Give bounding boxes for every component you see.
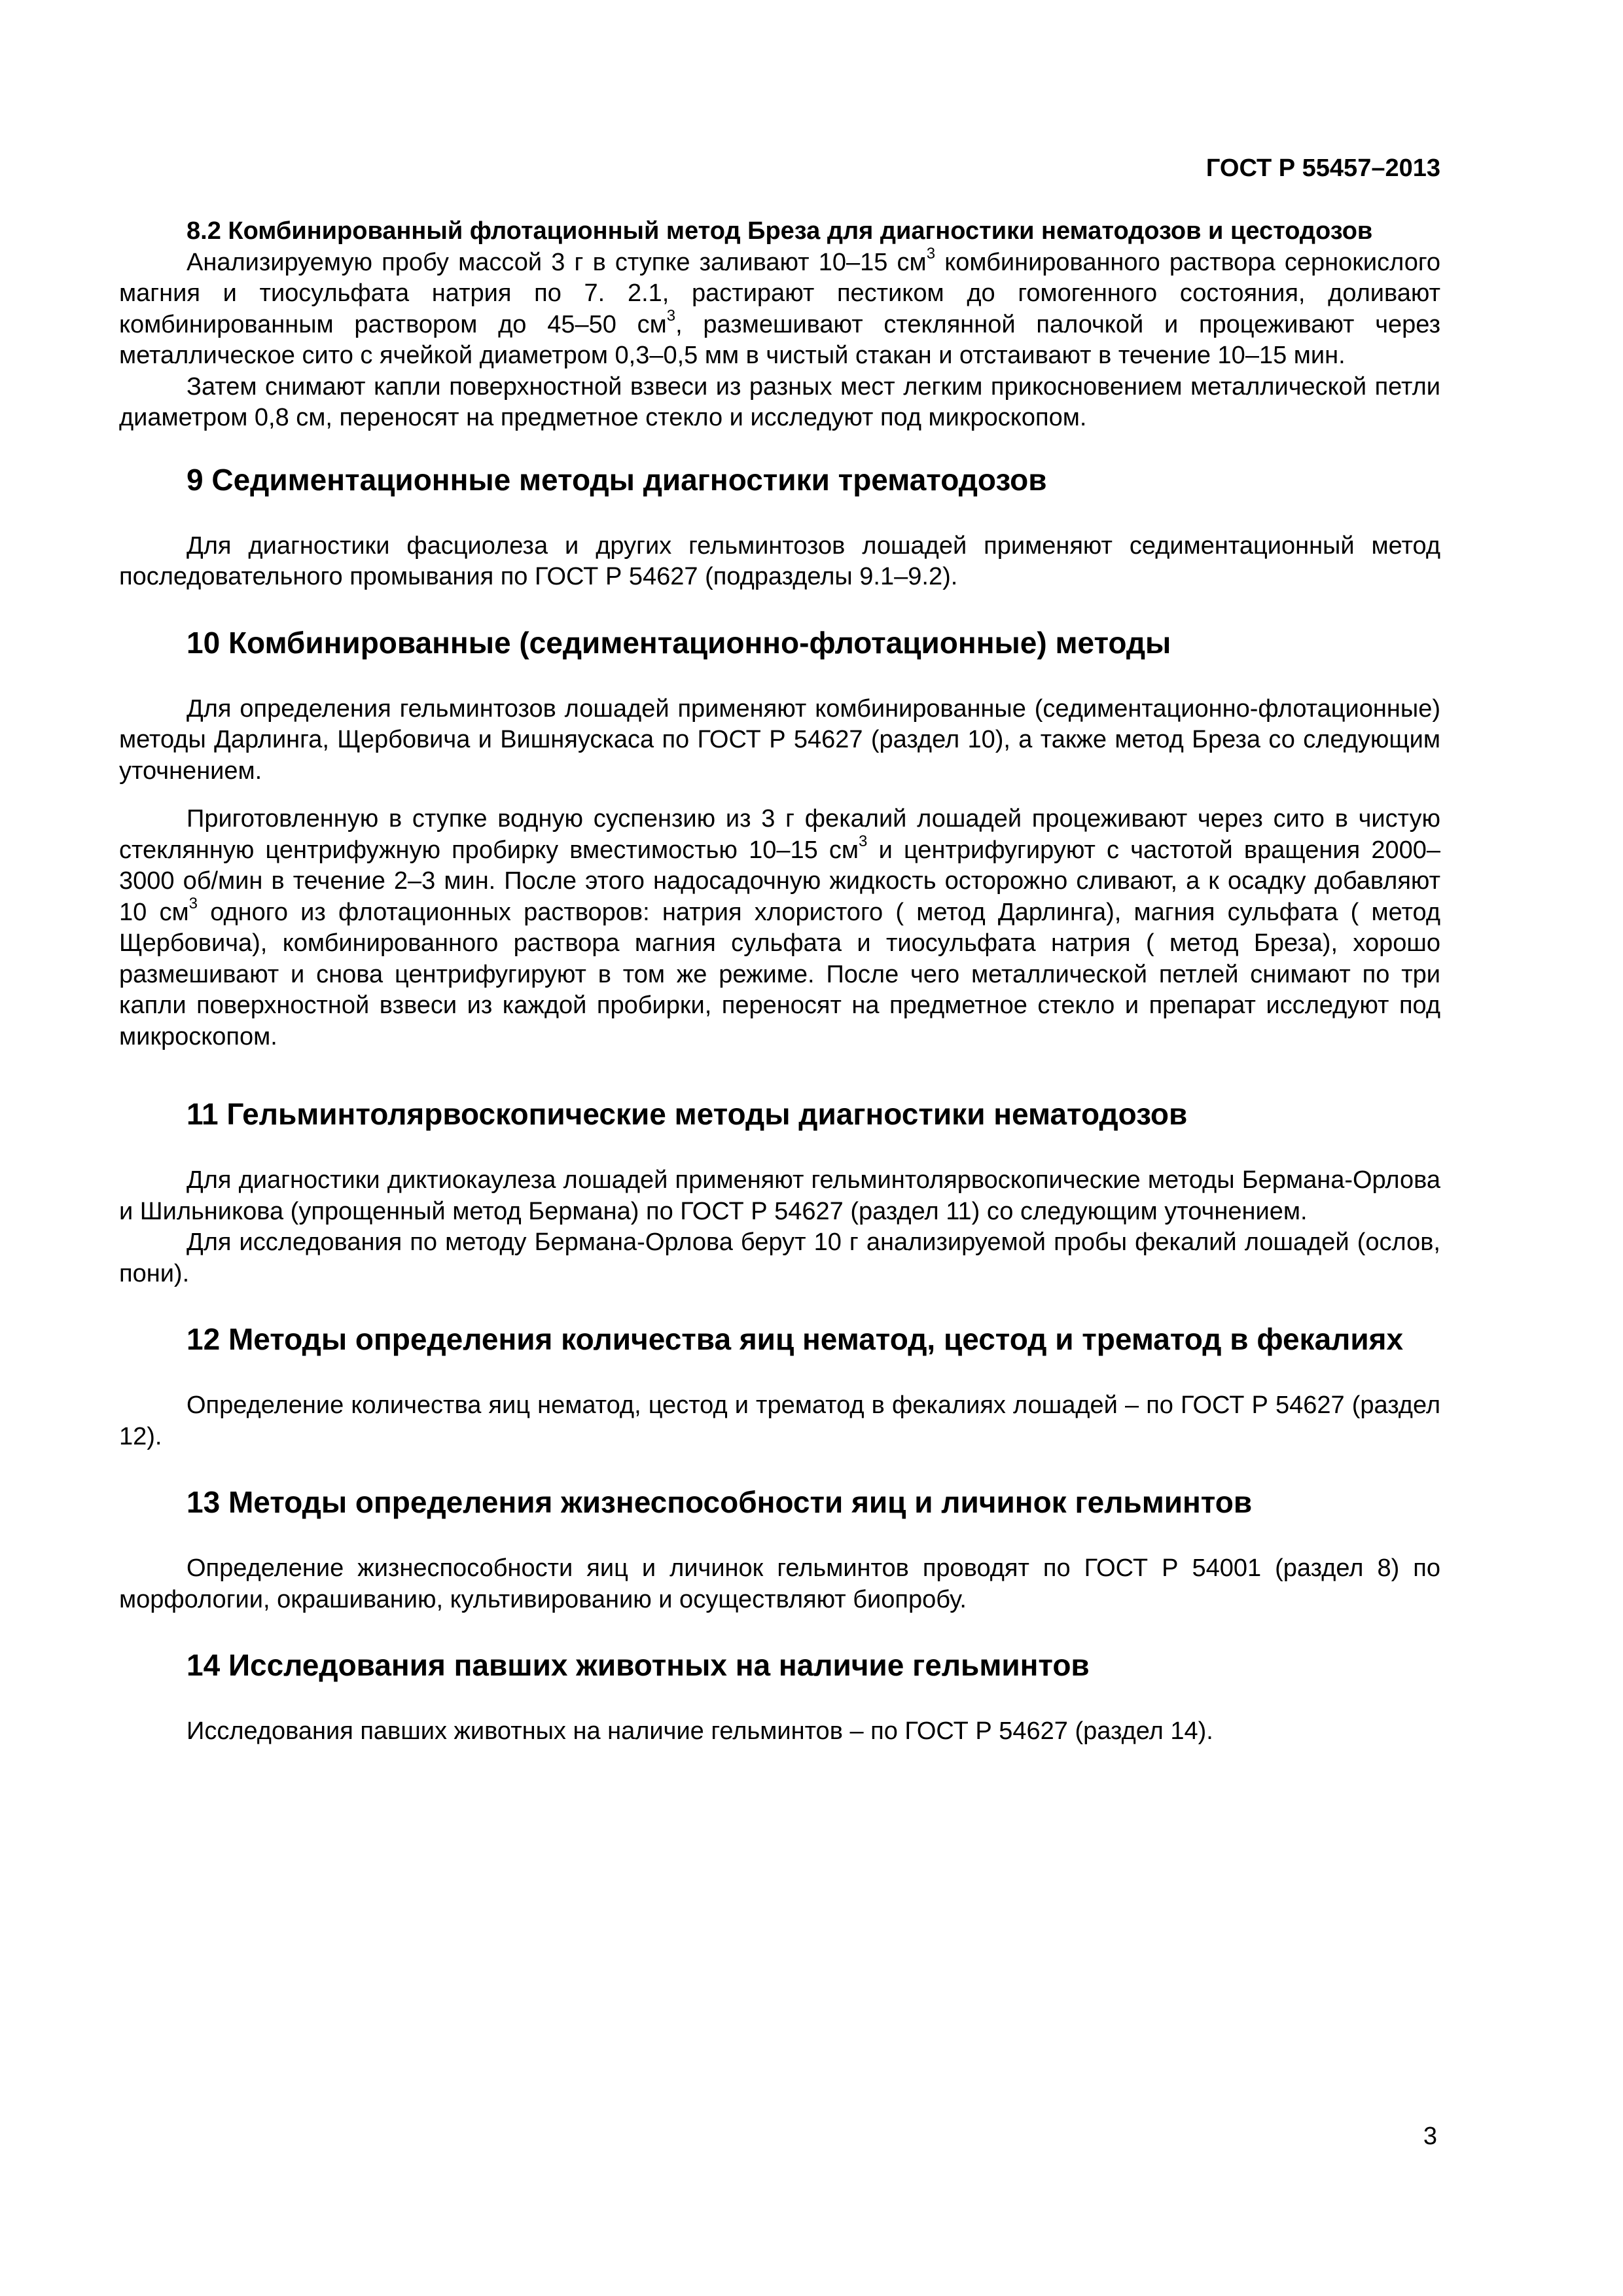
subsection-8-2-paragraph-1: Анализируемую пробу массой 3 г в ступке заливают 10–15 $см^3$ комбинированного раствора сернокислого магния и тиосульфата натрия по 7. 2.1, растирают пестиком до гомогенного состояния, доливают комбинированным раствором до 45–50 $см^3$, размешивают стеклянной палочкой и процеживают через металлическое сито с ячейкой диаметром 0,3–0,5 мм в чистый стакан и отстаивают в течение 10–15 мин. bbox=[119, 244, 1440, 369]
section-10-paragraph-1: Для определения гельминтозов лошадей применяют комбинированные (седиментационно-флотационные) методы Дарлинга, Щербовича и Вишняускаса по ГОСТ Р 54627 (раздел 10), а также метод Бреза со следующим уточнением. bbox=[119, 694, 1440, 785]
document-code: ГОСТ Р 55457–2013 bbox=[1205, 154, 1440, 182]
section-11-heading: 11 Гельминтолярвоскопические методы диагностики нематодозов bbox=[187, 1097, 1188, 1131]
section-10-paragraph-2: Приготовленную в ступке водную суспензию из 3 г фекалий лошадей процеживают через сито в чистую стеклянную центрифужную пробирку вместимостью 10–15 $см^3$ и центрифугируют с частотой вращения 2000– 3000 об/мин в течение 2–3 мин. После этого надосадочную жидкость осторожно сливают, а к осадку добавляют 10 $см^3$ одного из флотационных растворов: натрия хлористого ( метод Дарлинга), магния сульфата ( метод Щербовича), комбинированного раствора магния сульфата и тиосульфата натрия ( метод Бреза), хорошо размешивают и снова центрифугируют в том же режиме. После чего металлической петлей снимают по три капли поверхностной взвеси из каждой пробирки, переносят на предметное стекло и препарат исследуют под микроскопом. bbox=[119, 805, 1441, 1050]
section-9-heading: 9 Седиментационные методы диагностики трематодозов bbox=[187, 462, 1047, 497]
section-11-paragraph-1: Для диагностики диктиокаулеза лошадей применяют гельминтолярвоскопические методы Бермана-Орлова и Шильникова (упрощенный метод Бермана) по ГОСТ Р 54627 (раздел 11) со следующим уточнением. bbox=[119, 1166, 1440, 1225]
section-13-paragraph-1: Определение жизнеспособности яиц и личинок гельминтов проводят по ГОСТ Р 54001 (раздел 8) по морфологии, окрашиванию, культивированию и осуществляют биопробу. bbox=[119, 1554, 1440, 1613]
page-number: 3 bbox=[1423, 2123, 1437, 2150]
section-12-paragraph-1: Определение количества яиц нематод, цестод и трематод в фекалиях лошадей – по ГОСТ Р 54627 (раздел 12). bbox=[119, 1391, 1440, 1450]
document-body bbox=[119, 216, 1440, 1748]
section-12-heading: 12 Методы определения количества яиц нематод, цестод и трематод в фекалиях bbox=[187, 1322, 1404, 1356]
section-14-paragraph-1: Исследования павших животных на наличие гельминтов – по ГОСТ Р 54627 (раздел 14). bbox=[187, 1717, 1213, 1745]
section-10-heading: 10 Комбинированные (седиментационно-флотационные) методы bbox=[187, 625, 1171, 660]
subsection-8-2-paragraph-2: Затем снимают капли поверхностной взвеси из разных мест легким прикосновением металлической петли диаметром 0,8 см, переносят на предметное стекло и исследуют под микроскопом. bbox=[119, 372, 1440, 431]
section-9-paragraph-1: Для диагностики фасциолеза и других гельминтозов лошадей применяют седиментационный метод последовательного промывания по ГОСТ Р 54627 (подразделы 9.1–9.2). bbox=[119, 531, 1440, 590]
section-11-paragraph-2: Для исследования по методу Бермана-Орлова берут 10 г анализируемой пробы фекалий лошадей (ослов, пони). bbox=[119, 1229, 1440, 1287]
section-13-heading: 13 Методы определения жизнеспособности яиц и личинок гельминтов bbox=[187, 1485, 1253, 1519]
subsection-8-2-title: 8.2 Комбинированный флотационный метод Бреза для диагностики нематодозов и цестодозов bbox=[187, 217, 1373, 245]
section-14-heading: 14 Исследования павших животных на наличие гельминтов bbox=[187, 1648, 1090, 1682]
